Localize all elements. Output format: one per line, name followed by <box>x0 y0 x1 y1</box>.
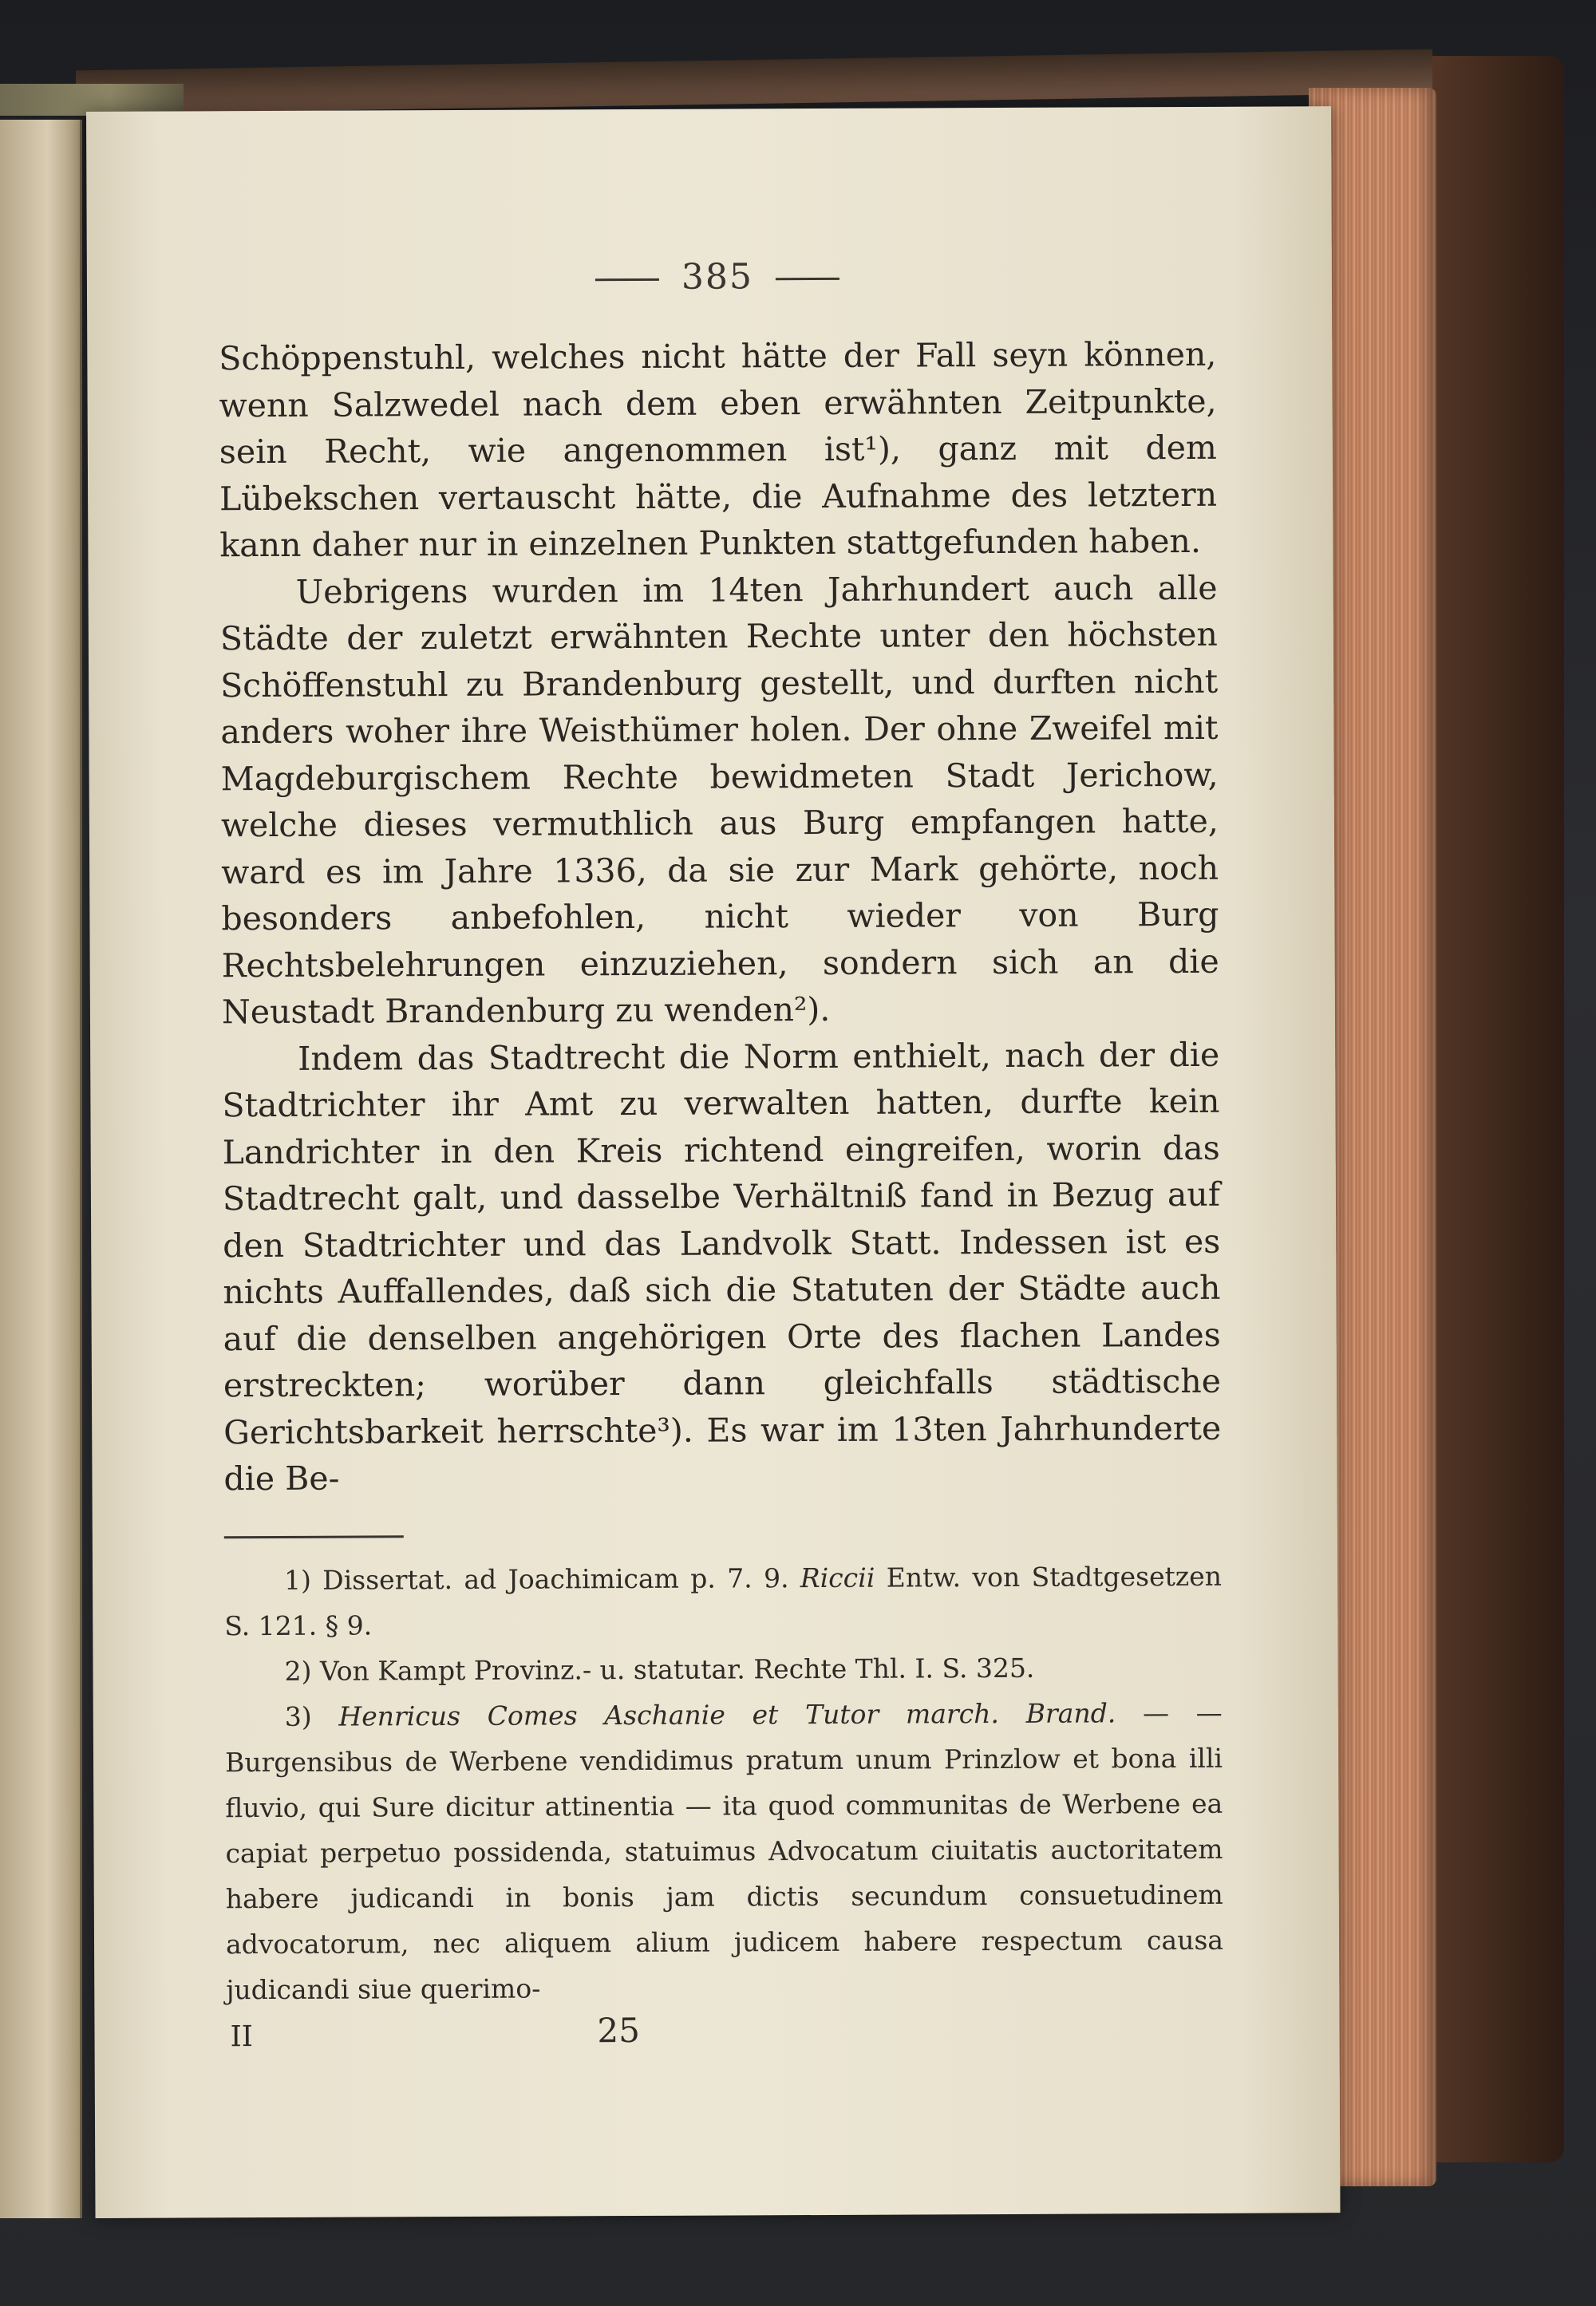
paragraph-3: Indem das Stadtrecht die Norm enthielt, nach der die Stadtrichter ihr Amt zu verwalten hatten, durfte kein Landrichter in den Kreis richtend eingreifen, worin das Stadtrecht galt, und dasselbe Verhältniß fand in Bezug auf den Stadtrichter und das Landvolk Statt. Indessen ist es nichts Auffallendes, daß sich die Statuten der Städte auch auf die denselben angehörigen Orte des flachen Landes erstreckten; worüber dann gleichfalls städtische Gerichtsbarkeit herrschte³). Es war im 13ten Jahrhunderte die Be- <box>222 1035 1222 1499</box>
footnote-1-ref: 1) Dissertat. ad Joachimicam p. 7. 9. <box>283 1562 789 1596</box>
signature-line <box>226 2008 1223 2059</box>
footnote-3-number: 3) <box>284 1700 312 1732</box>
footnote-3-title: Henricus Comes Aschanie et Tutor march. Brand. <box>338 1696 1116 1732</box>
paragraph-1: Schöppenstuhl, welches nicht hätte der Fall seyn können, wenn Salzwedel nach dem eben erwähnten Zeitpunkte, sein Recht, wie angenommen ist¹), ganz mit dem Lübekschen vertauscht hätte, die Aufnahme des letztern kann daher nur in einzelnen Punkten stattgefunden haben. <box>219 334 1218 565</box>
page-number: 385 <box>681 256 754 298</box>
footnote-1-text: Entw. von Stadtgesetzen S. 121. § 9. <box>224 1560 1223 1641</box>
signature-mark: II <box>230 2020 254 2053</box>
footnote-rule <box>224 1535 404 1538</box>
footnote-1-author: Riccii <box>800 1562 875 1593</box>
footnotes <box>224 1553 1223 2012</box>
footnote-1 <box>224 1553 1222 1648</box>
page-header <box>219 255 1216 299</box>
header-rule-right <box>776 278 839 280</box>
paragraph-2: Uebrigens wurden im 14ten Jahrhundert auch alle Städte der zuletzt erwähnten Rechte unter den höchsten Schöffenstuhl zu Brandenburg gestellt, und durften nicht anders woher ihre Weisthümer holen. Der ohne Zweifel mit Magdeburgischem Rechte bewidmeten Stadt Jerichow, welche dieses vermuthlich aus Burg empfangen hatte, ward es im Jahre 1336, da sie zur Mark gehörte, noch besonders anbefohlen, nicht wieder von Burg Rechtsbelehrungen einzuziehen, sondern sich an die Neustadt Brandenburg zu wenden²). <box>219 568 1219 1032</box>
main-text <box>219 331 1221 1502</box>
left-page-edge <box>0 120 82 2218</box>
header-rule-left <box>595 278 659 281</box>
footnote-2: 2) Von Kampt Provinz.- u. statutar. Rechte Thl. I. S. 325. <box>284 1652 1035 1687</box>
footnote-3-text: — — Burgensibus de Werbene vendidimus pratum unum Prinzlow et bona illi fluvio, qui Sure dicitur attinentia — ita quod communitas de Werbene ea capiat perpetuo possidenda, statuimus Advocatum ciuitatis auctoritatem habere judicandi in bonis jam dictis secundum consuetudinem advocatorum, nec aliquem alium judicem habere respectum causa judicandi siue querimo- <box>224 1696 1224 2005</box>
footnote-3 <box>225 1689 1224 2012</box>
signature-number: 25 <box>597 2010 641 2050</box>
book-page <box>86 106 1341 2218</box>
page-content <box>219 255 1224 2060</box>
